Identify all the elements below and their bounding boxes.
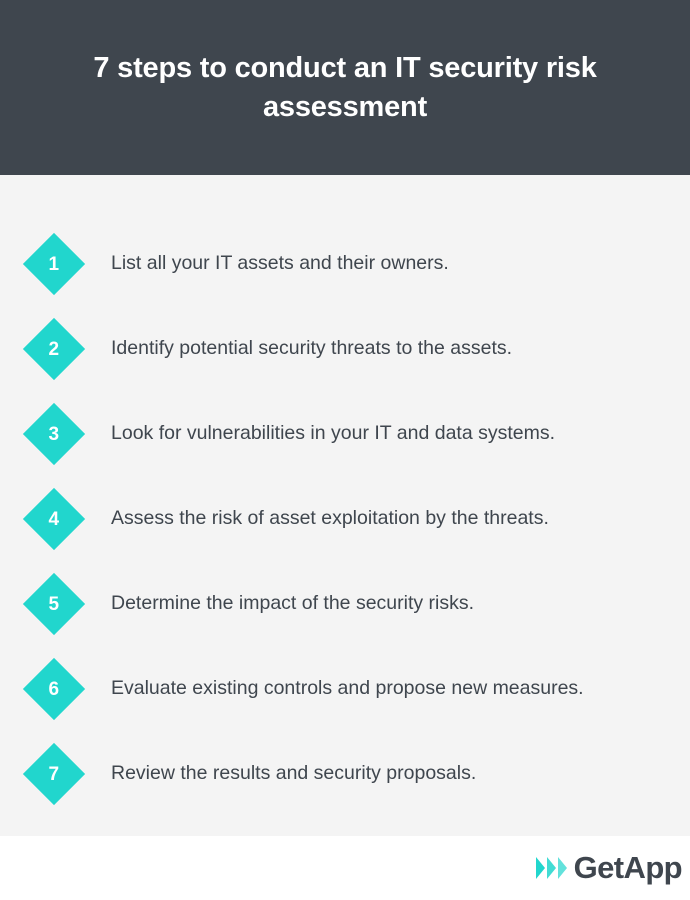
- step-number-badge: [23, 657, 85, 719]
- step-text: List all your IT assets and their owners.: [111, 251, 449, 274]
- step-number-badge: [23, 572, 85, 634]
- list-item: [0, 561, 690, 646]
- brand-name: GetApp: [573, 850, 682, 885]
- step-number: 1: [48, 252, 60, 274]
- list-item: [0, 306, 690, 391]
- list-item: [0, 731, 690, 816]
- step-number: 3: [48, 422, 60, 444]
- step-number-badge: [23, 317, 85, 379]
- step-number-badge: [23, 402, 85, 464]
- list-item: [0, 221, 690, 306]
- step-number: 6: [48, 677, 60, 699]
- list-item: [0, 476, 690, 561]
- footer-band: [0, 836, 690, 900]
- chevrons-icon: [536, 857, 567, 879]
- step-number-badge: [23, 742, 85, 804]
- list-item: [0, 391, 690, 476]
- steps-list: [0, 175, 690, 836]
- step-text: Identify potential security threats to the assets.: [111, 336, 513, 359]
- step-number: 7: [48, 762, 60, 784]
- step-text: Evaluate existing controls and propose new measures.: [111, 676, 584, 699]
- step-text: Look for vulnerabilities in your IT and data systems.: [111, 421, 556, 444]
- list-item: [0, 646, 690, 731]
- step-number: 2: [48, 337, 60, 359]
- step-text: Assess the risk of asset exploitation by the threats.: [111, 506, 549, 529]
- step-text: Determine the impact of the security risks.: [111, 591, 475, 614]
- step-number-badge: [23, 487, 85, 549]
- step-number: 4: [48, 507, 60, 529]
- step-text: Review the results and security proposals.: [111, 761, 477, 784]
- step-number: 5: [48, 592, 60, 614]
- step-number-badge: [23, 232, 85, 294]
- header-band: [0, 0, 690, 175]
- brand-logo: [536, 850, 682, 886]
- page-title: 7 steps to conduct an IT security risk assessment: [93, 52, 597, 123]
